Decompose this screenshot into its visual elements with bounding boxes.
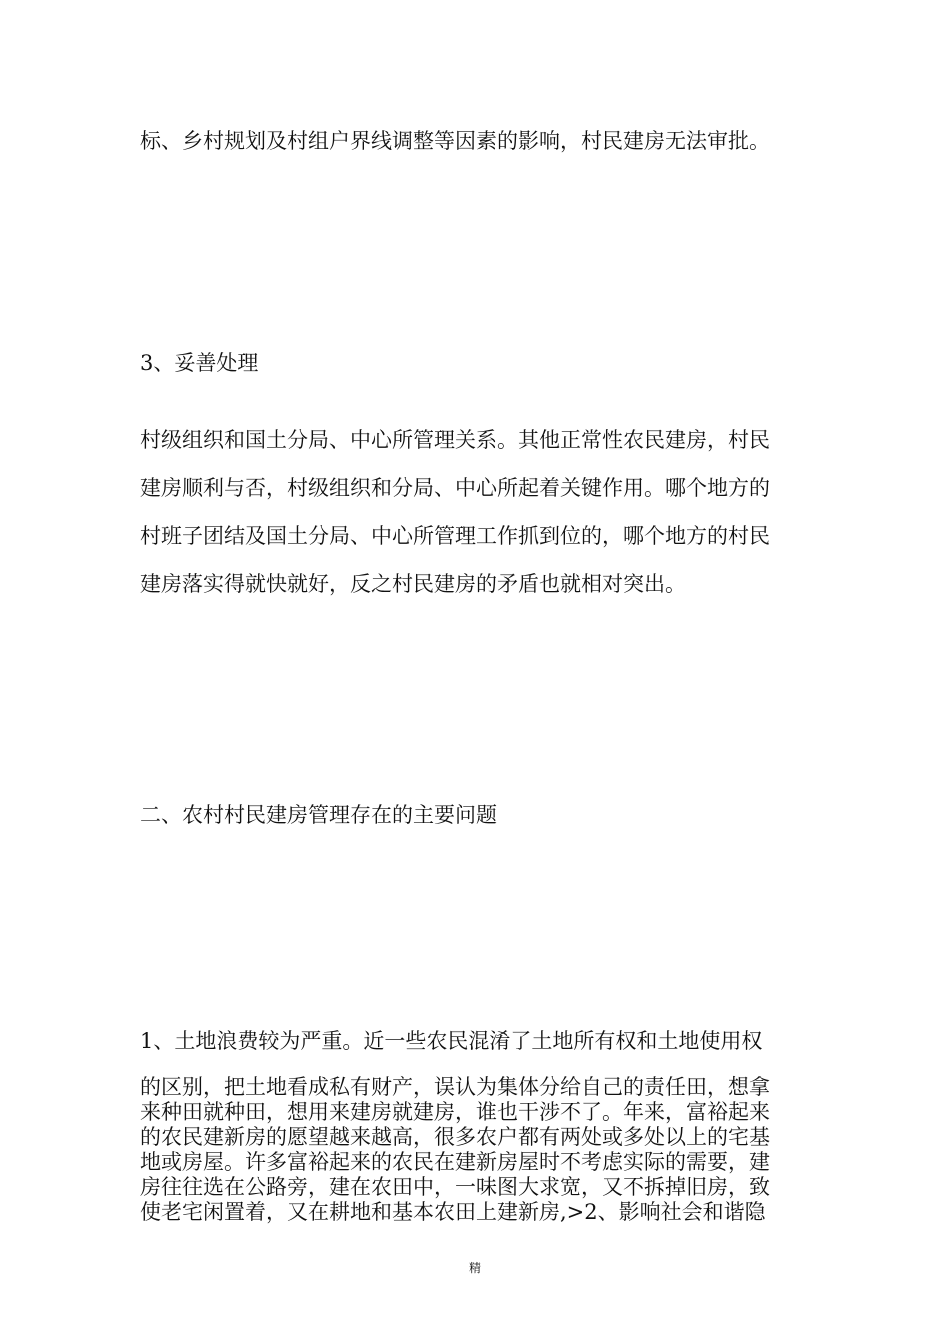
paragraph-line: 建房顺利与否，村级组织和分局、中心所起着关键作用。哪个地方的	[140, 476, 770, 500]
paragraph-line: 1、土地浪费较为严重。近一些农民混淆了土地所有权和土地使用权	[140, 1029, 763, 1053]
paragraph-line: 地或房屋。许多富裕起来的农民在建新房屋时不考虑实际的需要，建	[140, 1150, 770, 1174]
paragraph-line: 的农民建新房的愿望越来越高，很多农户都有两处或多处以上的宅基	[140, 1125, 770, 1149]
section-heading: 3、妥善处理	[140, 351, 259, 375]
paragraph-line: 标、乡村规划及村组户界线调整等因素的影响，村民建房无法审批。	[140, 129, 770, 153]
page-footer: 精	[468, 1261, 481, 1275]
paragraph-line: 村班子团结及国土分局、中心所管理工作抓到位的，哪个地方的村民	[140, 524, 770, 548]
chapter-heading: 二、农村村民建房管理存在的主要问题	[140, 803, 497, 827]
paragraph-line: 村级组织和国土分局、中心所管理关系。其他正常性农民建房，村民	[140, 428, 770, 452]
paragraph-line: 使老宅闲置着，又在耕地和基本农田上建新房,>2、影响社会和谐隐	[140, 1200, 766, 1224]
paragraph-line: 建房落实得就快就好，反之村民建房的矛盾也就相对突出。	[140, 572, 686, 596]
paragraph-line: 房往往选在公路旁，建在农田中，一味图大求宽，又不拆掉旧房，致	[140, 1175, 770, 1199]
paragraph-line: 的区别，把土地看成私有财产，误认为集体分给自己的责任田，想拿	[140, 1075, 770, 1099]
paragraph-line: 来种田就种田，想用来建房就建房，谁也干涉不了。年来，富裕起来	[140, 1100, 770, 1124]
